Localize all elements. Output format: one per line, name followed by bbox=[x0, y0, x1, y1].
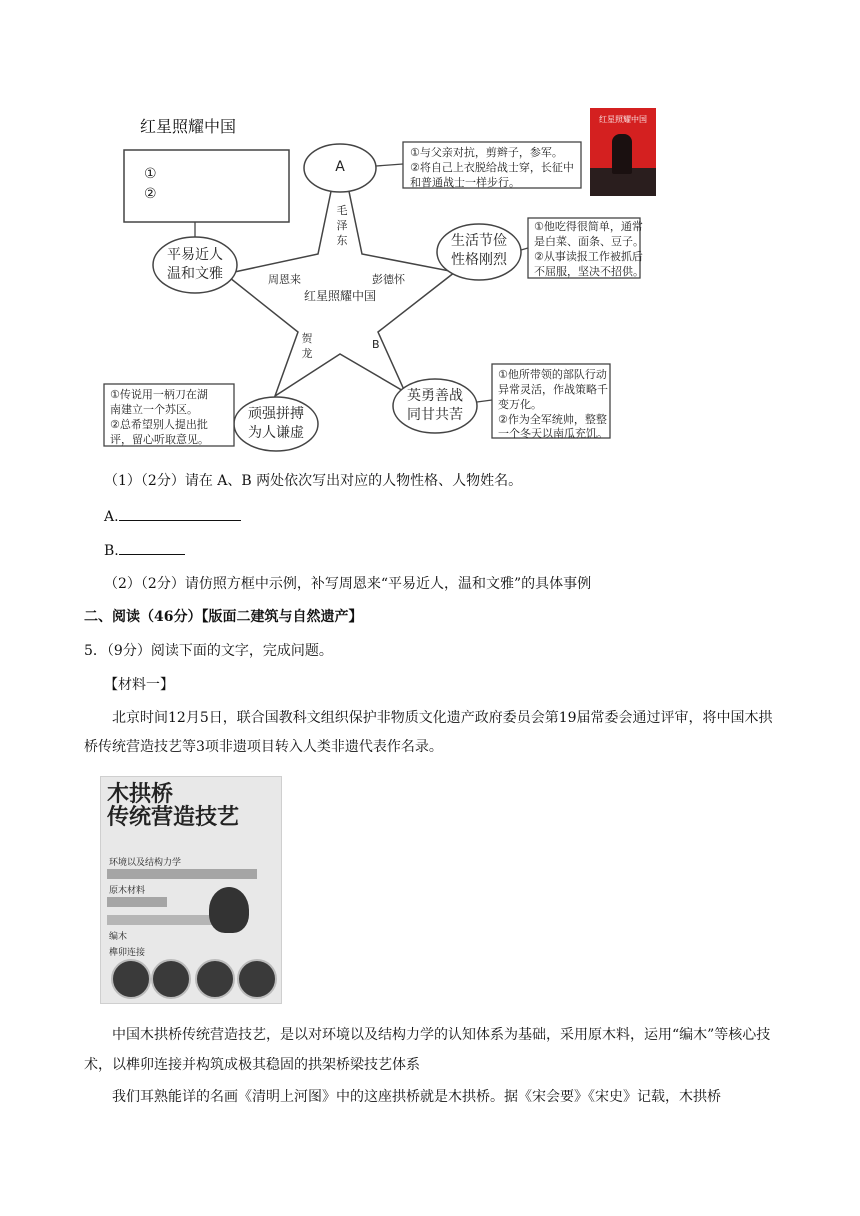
paragraph-1: 北京时间12月5日，联合国教科文组织保护非物质文化遗产政府委员会第19届常委会通过评审，将中国木拱桥传统营造技艺等3项非遗项目转入人类非遗代表作名录。 bbox=[84, 710, 773, 756]
center-label: 红星照耀中国 bbox=[304, 289, 377, 303]
poster-row-2: 原木材料 bbox=[109, 886, 146, 896]
poster-title-line1: 木拱桥 bbox=[107, 781, 174, 807]
diagram-title: 红星照耀中国 bbox=[140, 117, 237, 136]
box-mao-deeds: ①与父亲对抗，剪辫子，参军。 ②将自己上衣脱给战士穿，长征中 和普通战士一样步行。 bbox=[410, 146, 574, 189]
book-cover-image bbox=[590, 108, 656, 196]
question-5: 5．（9分）阅读下面的文字，完成问题。 bbox=[84, 643, 333, 659]
blank-b[interactable] bbox=[119, 540, 185, 555]
answer-line-a[interactable]: A. bbox=[104, 506, 241, 525]
name-peng: 彭德怀 bbox=[372, 273, 405, 286]
wooden-arch-bridge-poster-image bbox=[100, 776, 282, 1004]
poster-row-3: 编木 bbox=[109, 932, 128, 942]
section-2-heading: 二、阅读（46分）【版面二建筑与自然遗产】 bbox=[84, 609, 363, 625]
paragraph-2: 中国木拱桥传统营造技艺，是以对环境以及结构力学的认知体系为基础，采用原木料，运用“编木”等核心技术，以榫卯连接并构筑成极其稳固的拱架桥梁技艺体系 bbox=[84, 1027, 771, 1074]
poster-row-1: 环境以及结构力学 bbox=[109, 858, 182, 868]
answer-line-b[interactable]: B. bbox=[104, 540, 185, 559]
name-mao: 毛 泽 东 bbox=[336, 204, 348, 247]
oval-a: A bbox=[335, 159, 345, 175]
name-zhou: 周恩来 bbox=[268, 273, 301, 286]
question-1: （1）（2分）请在 A、B 两处依次写出对应的人物性格、人物姓名。 bbox=[104, 473, 523, 489]
name-b: B bbox=[372, 338, 380, 351]
question-2: （2）（2分）请仿照方框中示例，补写周恩来“平易近人，温和文雅”的具体事例 bbox=[104, 576, 592, 592]
box-peng-deeds: ①他吃得很简单，通常 是白菜、面条、豆子。 ②从事读报工作被抓后 不屈服，坚决不招供。 bbox=[534, 220, 644, 278]
oval-zhou-trait: 平易近人 温和文雅 bbox=[167, 247, 223, 282]
oval-he-trait: 顽强拼搏 为人谦虚 bbox=[248, 406, 304, 441]
box-he-deeds: ①传说用一柄刀在湖 南建立一个苏区。 ②总希望别人提出批 评，留心听取意见。 bbox=[110, 388, 209, 446]
blank-a[interactable] bbox=[119, 506, 241, 521]
book-cover-title: 红星照耀中国 bbox=[599, 115, 647, 124]
box-b-deeds: ①他所带领的部队行动 异常灵活，作战策略千 变万化。 ②作为全军统帅，整整 一个冬天以南瓜充饥。 bbox=[498, 368, 608, 441]
oval-b-trait: 英勇善战 同甘共苦 bbox=[407, 388, 463, 423]
empty-answer-box: ① ② bbox=[144, 166, 157, 203]
name-he: 贺 龙 bbox=[301, 332, 313, 360]
material-1-label: 【材料一】 bbox=[104, 677, 174, 693]
poster-row-4: 榫卯连接 bbox=[109, 948, 146, 958]
oval-peng-trait: 生活节俭 性格刚烈 bbox=[451, 233, 507, 268]
character-mind-map bbox=[100, 104, 660, 460]
paragraph-3: 我们耳熟能详的名画《清明上河图》中的这座拱桥就是木拱桥。据《宋会要》《宋史》记载，木拱桥 bbox=[112, 1089, 721, 1105]
poster-title-line2: 传统营造技艺 bbox=[107, 804, 240, 831]
